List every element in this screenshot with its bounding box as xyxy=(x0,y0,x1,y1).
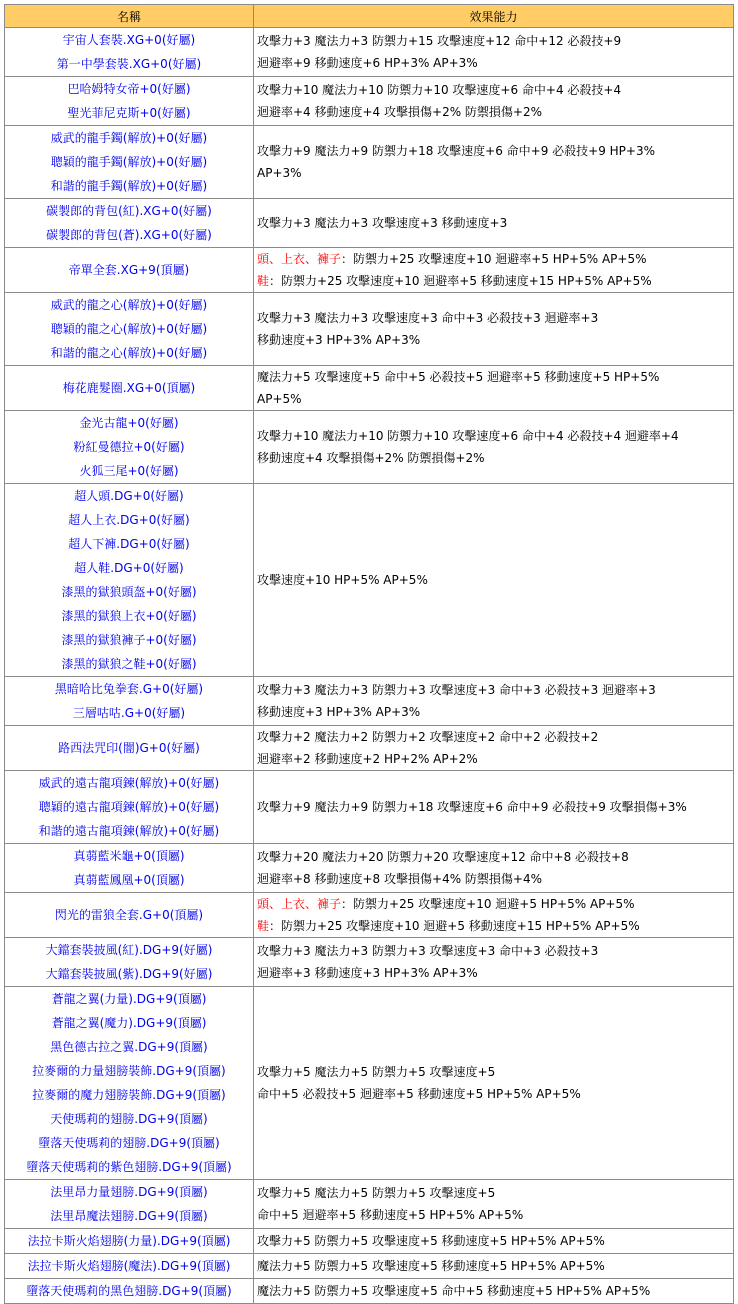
effect-text: 攻擊力+5 魔法力+5 防禦力+5 攻擊速度+5 xyxy=(257,1186,496,1200)
table-row xyxy=(5,1279,734,1304)
table-row xyxy=(5,28,734,77)
table-row xyxy=(5,411,734,484)
effect-cell xyxy=(254,771,734,844)
table-row xyxy=(5,771,734,844)
effect-line xyxy=(257,726,733,748)
effect-line xyxy=(257,701,733,723)
table-row xyxy=(5,726,734,771)
table-header-row xyxy=(5,5,734,28)
effect-line xyxy=(257,30,733,52)
item-name: 帝單全套.XG+9(頂屬) xyxy=(68,263,190,277)
item-names-cell xyxy=(5,893,254,938)
equipment-part-label: 頭、上衣、褲子 xyxy=(257,252,342,266)
item-name: 火狐三尾+0(好屬) xyxy=(79,464,179,478)
item-names-cell xyxy=(5,248,254,293)
effect-line xyxy=(257,1061,733,1083)
effect-line xyxy=(257,388,733,410)
effect-text: 攻擊力+3 魔法力+3 防禦力+3 攻擊速度+3 命中+3 必殺技+3 xyxy=(257,944,599,958)
effect-line xyxy=(257,1255,733,1277)
table-body xyxy=(5,28,734,1304)
item-names-cell xyxy=(5,1229,254,1254)
effect-line xyxy=(257,140,733,162)
effect-line xyxy=(257,1280,733,1302)
effect-cell xyxy=(254,1254,734,1279)
item-name: 碳製郎的背包(蒼).XG+0(好屬) xyxy=(46,228,212,242)
item-names-cell xyxy=(5,987,254,1180)
effect-text: ：防禦力+25 攻擊速度+10 迴避率+5 移動速度+15 HP+5% AP+5% xyxy=(269,274,652,288)
effect-text: ：防禦力+25 攻擊速度+10 迴避率+5 HP+5% AP+5% xyxy=(341,252,647,266)
item-name: 和諧的龍手鐲(解放)+0(好屬) xyxy=(50,179,208,193)
effect-text: 攻擊力+10 魔法力+10 防禦力+10 攻擊速度+6 命中+4 必殺技+4 xyxy=(257,83,622,97)
item-name: 閃光的雷狼全套.G+0(頂屬) xyxy=(54,908,204,922)
effect-cell xyxy=(254,726,734,771)
effect-text: 攻擊力+5 魔法力+5 防禦力+5 攻擊速度+5 xyxy=(257,1065,496,1079)
effect-text: 攻擊力+3 魔法力+3 防禦力+3 攻擊速度+3 命中+3 必殺技+3 迴避率+3 xyxy=(257,683,656,697)
item-name: 超人頭.DG+0(好屬) xyxy=(74,489,184,503)
effect-text: 迴避率+2 移動速度+2 HP+2% AP+2% xyxy=(257,752,478,766)
item-name: 威武的遠古龍項鍊(解放)+0(好屬) xyxy=(38,776,220,790)
item-names-cell xyxy=(5,677,254,726)
effect-line xyxy=(257,846,733,868)
effect-text: 攻擊力+5 防禦力+5 攻擊速度+5 移動速度+5 HP+5% AP+5% xyxy=(257,1234,605,1248)
column-header-name: 名稱 xyxy=(5,5,254,28)
effect-line xyxy=(257,212,733,234)
effect-cell xyxy=(254,844,734,893)
item-name: 真蒻藍鳳凰+0(頂屬) xyxy=(73,873,185,887)
item-name: 漆黑的獄狼褲子+0(好屬) xyxy=(61,633,197,647)
table-row xyxy=(5,77,734,126)
effect-text: 魔法力+5 防禦力+5 攻擊速度+5 命中+5 移動速度+5 HP+5% AP+5% xyxy=(257,1284,651,1298)
table-row xyxy=(5,938,734,987)
effect-text: 攻擊力+3 魔法力+3 防禦力+15 攻擊速度+12 命中+12 必殺技+9 xyxy=(257,34,622,48)
effect-line xyxy=(257,868,733,890)
effect-line xyxy=(257,748,733,770)
effect-text: 攻擊力+20 魔法力+20 防禦力+20 攻擊速度+12 命中+8 必殺技+8 xyxy=(257,850,629,864)
effect-cell xyxy=(254,1180,734,1229)
item-names-cell xyxy=(5,77,254,126)
item-name: 路西法咒印(闇)G+0(好屬) xyxy=(58,741,200,755)
item-names-cell xyxy=(5,938,254,987)
table-row xyxy=(5,987,734,1180)
table-row xyxy=(5,1180,734,1229)
item-name: 拉麥爾的魔力翅膀裝飾.DG+9(頂屬) xyxy=(32,1088,226,1102)
effect-line xyxy=(257,915,733,937)
item-name: 法拉卡斯火焰翅膀(魔法).DG+9(頂屬) xyxy=(27,1259,231,1273)
item-names-cell xyxy=(5,28,254,77)
table-row xyxy=(5,199,734,248)
effect-cell xyxy=(254,938,734,987)
item-name: 第一中學套裝.XG+0(好屬) xyxy=(56,57,202,71)
effect-line xyxy=(257,796,733,818)
item-name: 蒼龍之翼(魔力).DG+9(頂屬) xyxy=(51,1016,207,1030)
item-names-cell xyxy=(5,771,254,844)
effect-cell xyxy=(254,199,734,248)
item-names-cell xyxy=(5,1279,254,1304)
effect-cell xyxy=(254,293,734,366)
item-effects-table xyxy=(4,4,734,1304)
effect-cell xyxy=(254,28,734,77)
item-name: 法拉卡斯火焰翅膀(力量).DG+9(頂屬) xyxy=(27,1234,231,1248)
item-name: 超人下褲.DG+0(好屬) xyxy=(68,537,190,551)
item-name: 蒼龍之翼(力量).DG+9(頂屬) xyxy=(51,992,207,1006)
item-names-cell xyxy=(5,726,254,771)
effect-line xyxy=(257,1182,733,1204)
effect-text: ：防禦力+25 攻擊速度+10 迴避+5 HP+5% AP+5% xyxy=(341,897,635,911)
column-header-effect: 效果能力 xyxy=(254,5,734,28)
effect-cell xyxy=(254,893,734,938)
item-name: 和諧的龍之心(解放)+0(好屬) xyxy=(50,346,208,360)
item-name: 聰穎的遠古龍項鍊(解放)+0(好屬) xyxy=(38,800,220,814)
effect-line xyxy=(257,1230,733,1252)
equipment-part-label: 鞋 xyxy=(257,919,270,933)
equipment-part-label: 頭、上衣、褲子 xyxy=(257,897,342,911)
effect-cell xyxy=(254,987,734,1180)
table-row xyxy=(5,1229,734,1254)
effect-line xyxy=(257,447,733,469)
effect-line xyxy=(257,79,733,101)
item-name: 墮落天使瑪莉的黑色翅膀.DG+9(頂屬) xyxy=(26,1284,232,1298)
effect-text: 迴避率+9 移動速度+6 HP+3% AP+3% xyxy=(257,56,478,70)
table-row xyxy=(5,844,734,893)
effect-text: 移動速度+3 HP+3% AP+3% xyxy=(257,705,421,719)
item-names-cell xyxy=(5,844,254,893)
effect-text: 攻擊力+3 魔法力+3 攻擊速度+3 命中+3 必殺技+3 迴避率+3 xyxy=(257,311,599,325)
item-name: 金光古龍+0(好屬) xyxy=(79,416,179,430)
effect-text: AP+5% xyxy=(257,392,302,406)
effect-line xyxy=(257,962,733,984)
effect-text: AP+3% xyxy=(257,166,302,180)
effect-line xyxy=(257,52,733,74)
effect-line xyxy=(257,270,733,292)
item-name: 超人鞋.DG+0(好屬) xyxy=(74,561,184,575)
item-name: 宇宙人套裝.XG+0(好屬) xyxy=(62,33,196,47)
item-name: 黑暗哈比兔拳套.G+0(好屬) xyxy=(54,682,204,696)
item-names-cell xyxy=(5,293,254,366)
effect-text: 攻擊力+2 魔法力+2 防禦力+2 攻擊速度+2 命中+2 必殺技+2 xyxy=(257,730,599,744)
effect-line xyxy=(257,940,733,962)
item-name: 真蒻藍米龜+0(頂屬) xyxy=(73,849,185,863)
effect-text: 魔法力+5 攻擊速度+5 命中+5 必殺技+5 迴避率+5 移動速度+5 HP+5% xyxy=(257,370,660,384)
item-name: 梅花鹿髮圈.XG+0(頂屬) xyxy=(62,381,196,395)
effect-text: 魔法力+5 防禦力+5 攻擊速度+5 移動速度+5 HP+5% AP+5% xyxy=(257,1259,605,1273)
effect-cell xyxy=(254,1279,734,1304)
effect-cell xyxy=(254,366,734,411)
effect-text: ：防禦力+25 攻擊速度+10 迴避+5 移動速度+15 HP+5% AP+5% xyxy=(269,919,640,933)
effect-line xyxy=(257,162,733,184)
table-row xyxy=(5,484,734,677)
item-names-cell xyxy=(5,126,254,199)
table-row xyxy=(5,893,734,938)
effect-cell xyxy=(254,126,734,199)
item-name: 漆黑的獄狼頭盔+0(好屬) xyxy=(61,585,197,599)
item-name: 和諧的遠古龍項鍊(解放)+0(好屬) xyxy=(38,824,220,838)
equipment-part-label: 鞋 xyxy=(257,274,270,288)
item-name: 漆黑的獄狼之鞋+0(好屬) xyxy=(61,657,197,671)
item-names-cell xyxy=(5,411,254,484)
effect-text: 攻擊力+3 魔法力+3 攻擊速度+3 移動速度+3 xyxy=(257,216,508,230)
effect-text: 移動速度+3 HP+3% AP+3% xyxy=(257,333,421,347)
item-name: 巴哈姆特女帝+0(好屬) xyxy=(67,82,191,96)
item-name: 墮落天使瑪莉的紫色翅膀.DG+9(頂屬) xyxy=(26,1160,232,1174)
effect-text: 移動速度+4 攻擊損傷+2% 防禦損傷+2% xyxy=(257,451,485,465)
effect-line xyxy=(257,101,733,123)
item-name: 超人上衣.DG+0(好屬) xyxy=(68,513,190,527)
table-row xyxy=(5,293,734,366)
item-name: 法里昂魔法翅膀.DG+9(頂屬) xyxy=(50,1209,208,1223)
item-names-cell xyxy=(5,1180,254,1229)
effect-line xyxy=(257,366,733,388)
item-name: 墮落天使瑪莉的翅膀.DG+9(頂屬) xyxy=(38,1136,220,1150)
table-row xyxy=(5,126,734,199)
effect-line xyxy=(257,569,733,591)
effect-text: 迴避率+8 移動速度+8 攻擊損傷+4% 防禦損傷+4% xyxy=(257,872,543,886)
effect-line xyxy=(257,893,733,915)
effect-line xyxy=(257,1204,733,1226)
item-name: 大鐺套裝披風(紫).DG+9(好屬) xyxy=(45,967,213,981)
effect-line xyxy=(257,425,733,447)
effect-line xyxy=(257,248,733,270)
effect-cell xyxy=(254,677,734,726)
item-name: 大鐺套裝披風(紅).DG+9(好屬) xyxy=(45,943,213,957)
effect-cell xyxy=(254,484,734,677)
effect-text: 命中+5 迴避率+5 移動速度+5 HP+5% AP+5% xyxy=(257,1208,524,1222)
item-name: 天使瑪莉的翅膀.DG+9(頂屬) xyxy=(50,1112,208,1126)
effect-text: 迴避率+4 移動速度+4 攻擊損傷+2% 防禦損傷+2% xyxy=(257,105,543,119)
item-name: 漆黑的獄狼上衣+0(好屬) xyxy=(61,609,197,623)
item-name: 聖光菲尼克斯+0(好屬) xyxy=(67,106,191,120)
item-name: 三層咕咕.G+0(好屬) xyxy=(72,706,186,720)
effect-cell xyxy=(254,1229,734,1254)
effect-text: 攻擊力+9 魔法力+9 防禦力+18 攻擊速度+6 命中+9 必殺技+9 攻擊損傷+3% xyxy=(257,800,687,814)
item-names-cell xyxy=(5,1254,254,1279)
table-row xyxy=(5,1254,734,1279)
item-names-cell xyxy=(5,484,254,677)
item-names-cell xyxy=(5,199,254,248)
effect-cell xyxy=(254,77,734,126)
item-name: 聰穎的龍之心(解放)+0(好屬) xyxy=(50,322,208,336)
item-name: 威武的龍手鐲(解放)+0(好屬) xyxy=(50,131,208,145)
item-name: 黑色德古拉之翼.DG+9(頂屬) xyxy=(50,1040,208,1054)
effect-text: 攻擊力+9 魔法力+9 防禦力+18 攻擊速度+6 命中+9 必殺技+9 HP+3% xyxy=(257,144,656,158)
effect-text: 命中+5 必殺技+5 迴避率+5 移動速度+5 HP+5% AP+5% xyxy=(257,1087,581,1101)
item-names-cell xyxy=(5,366,254,411)
effect-cell xyxy=(254,411,734,484)
effect-text: 迴避率+3 移動速度+3 HP+3% AP+3% xyxy=(257,966,478,980)
table-row xyxy=(5,366,734,411)
item-name: 粉紅曼德拉+0(好屬) xyxy=(73,440,185,454)
item-name: 碳製郎的背包(紅).XG+0(好屬) xyxy=(46,204,212,218)
item-name: 拉麥爾的力量翅膀裝飾.DG+9(頂屬) xyxy=(32,1064,226,1078)
effect-line xyxy=(257,1083,733,1105)
effect-line xyxy=(257,679,733,701)
effect-line xyxy=(257,329,733,351)
table-row xyxy=(5,677,734,726)
effect-line xyxy=(257,307,733,329)
table-row xyxy=(5,248,734,293)
effect-text: 攻擊速度+10 HP+5% AP+5% xyxy=(257,573,428,587)
item-name: 法里昂力量翅膀.DG+9(頂屬) xyxy=(50,1185,208,1199)
item-name: 威武的龍之心(解放)+0(好屬) xyxy=(50,298,208,312)
effect-cell xyxy=(254,248,734,293)
effect-text: 攻擊力+10 魔法力+10 防禦力+10 攻擊速度+6 命中+4 必殺技+4 迴避率+4 xyxy=(257,429,679,443)
item-name: 聰穎的龍手鐲(解放)+0(好屬) xyxy=(50,155,208,169)
